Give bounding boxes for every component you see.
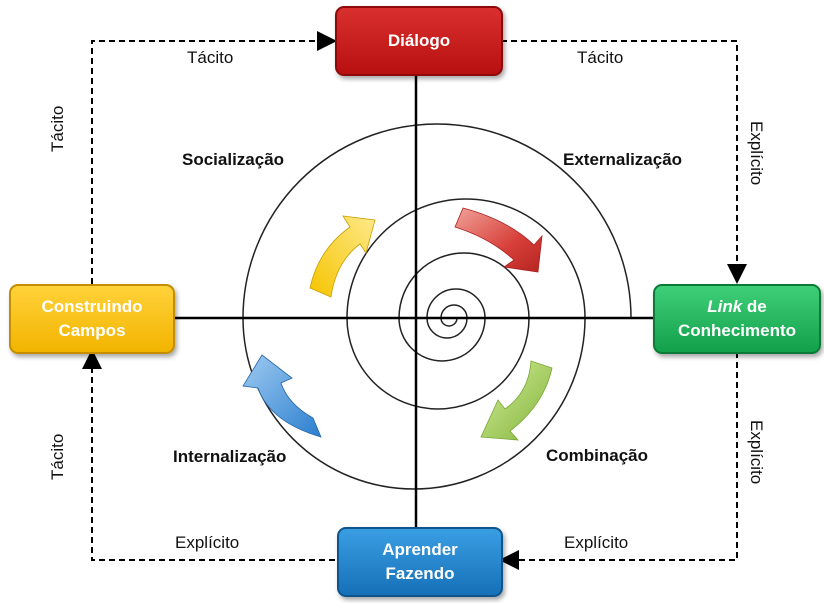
node-aprender-line1: Aprender: [382, 540, 458, 559]
edge-label-bottom-left: Explícito: [175, 533, 240, 552]
edge-label-left-upper: Tácito: [48, 105, 67, 152]
arrow-yellow: [310, 216, 375, 297]
quadrant-socializacao: Socialização: [182, 150, 285, 169]
edge-label-top-right: Tácito: [577, 48, 624, 67]
arrow-blue: [243, 355, 321, 437]
node-link-line2: Conhecimento: [677, 321, 797, 340]
node-construindo-line2: Campos: [58, 321, 126, 340]
edge-label-right-top: Explícito: [747, 121, 766, 186]
node-aprender-fazendo: [337, 527, 503, 597]
node-aprender-line2: Fazendo: [385, 564, 455, 583]
node-construindo-campos: [9, 284, 175, 354]
spiral: [243, 124, 631, 489]
node-construindo-line1: Construindo: [41, 297, 143, 316]
quadrant-externalizacao: Externalização: [563, 150, 683, 169]
arrow-green: [481, 361, 552, 440]
edge-label-right-bottom: Explícito: [747, 420, 766, 485]
quadrant-internalizacao: Internalização: [173, 447, 287, 466]
node-link-italic: Link: [707, 297, 743, 316]
edge-label-left-top: Tácito: [187, 48, 234, 67]
node-dialogo: [335, 6, 503, 76]
quadrant-combinacao: Combinação: [546, 446, 649, 465]
node-link-rest: de: [742, 297, 767, 316]
edge-label-left-bottom: Tácito: [48, 433, 67, 480]
node-dialogo-label: Diálogo: [387, 31, 451, 50]
node-link-conhecimento: [653, 284, 821, 354]
edge-label-bottom-right: Explícito: [564, 533, 629, 552]
node-link-line1: [707, 295, 767, 319]
dashed-loop: [92, 41, 737, 560]
